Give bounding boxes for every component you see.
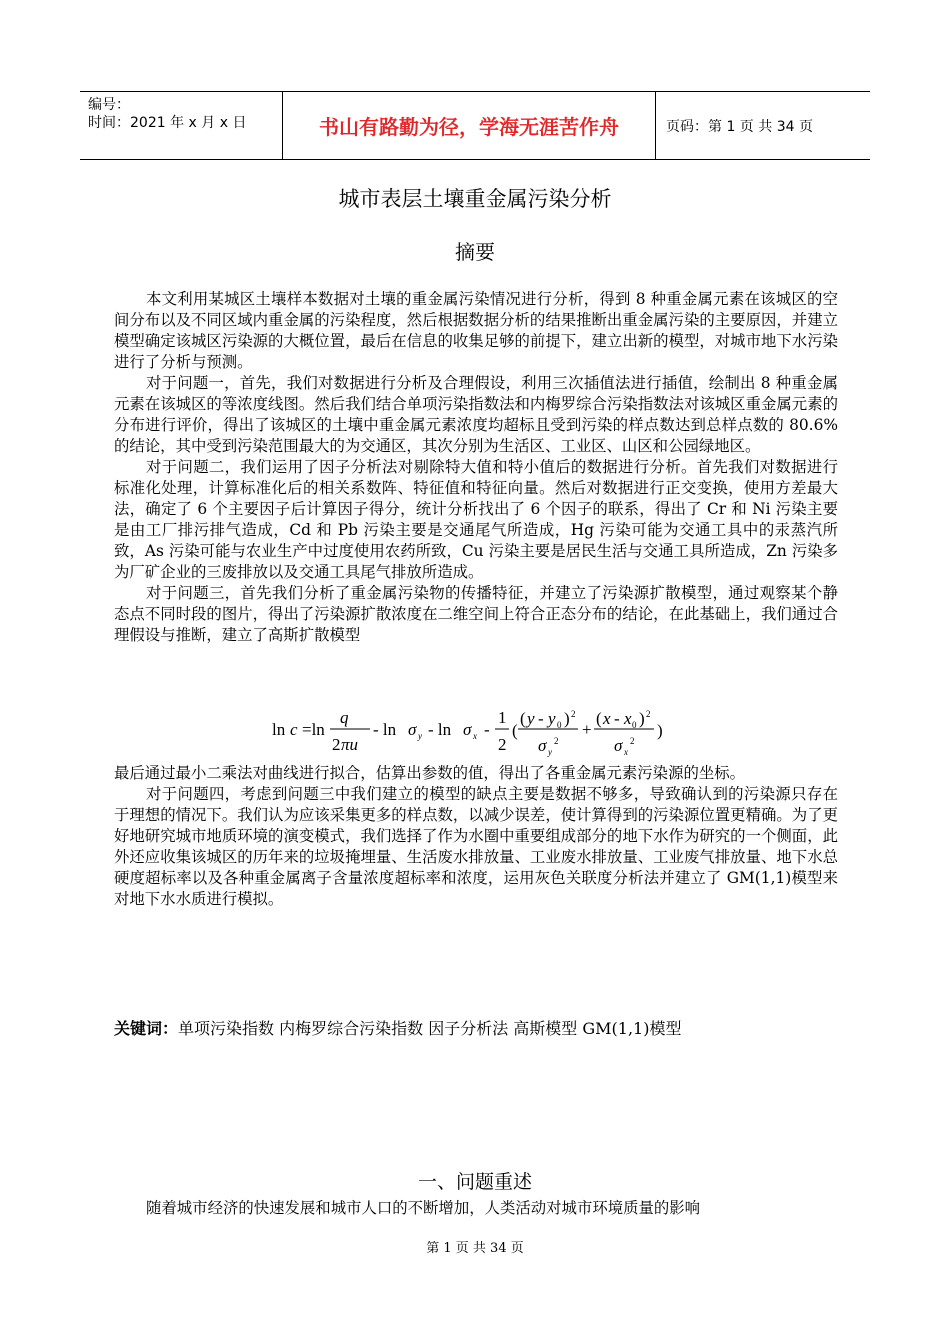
svg-text:0: 0 (632, 720, 637, 730)
svg-text:x: x (473, 731, 477, 741)
svg-text:-: - (484, 720, 490, 739)
svg-text:σ: σ (463, 720, 472, 739)
abstract-paragraph-intro: 本文利用某城区土壤样本数据对土壤的重金属污染情况进行分析，得到 8 种重金属元素在该城区的空间分布以及不同区域内重金属的污染程度，然后根据数据分析的结果推断出重金属污染的主要原因，并建立模型确定该城区污染源的大概位置，最后在信息的收集足够的前提下，建立出新的模型，对城市地下水污染进行了分析与预测。 (114, 290, 838, 371)
keywords-label: 关键词： (114, 1019, 179, 1038)
svg-text:1: 1 (498, 708, 507, 727)
header-time: 时间：2021 年 x 月 x 日 (88, 115, 247, 131)
svg-text:+: + (582, 720, 592, 739)
abstract-paragraph-q2: 对于问题二，我们运用了因子分析法对剔除特大值和特小值后的数据进行分析。首先我们对数据进行标准化处理，计算标准化后的相关系数阵、特征值和特征向量。然后对数据进行正交变换，使用方差最大法，确定了 6 个主要因子后计算因子得分，统计分析找出了 6 个因子的联系，得出了 Cr 和 Ni 污染主要是由工厂排污排气造成，Cd 和 Pb 污染主要是交通尾气所造成，Hg 污染可能为交通工具中的汞蒸汽所致，As 污染可能与农业生产中过度使用农药所致，Cu 污染主要是居民生活与交通工具所造成，Zn 污染多为厂矿企业的三废排放以及交通工具尾气排放所造成。 (114, 458, 838, 581)
svg-text:2: 2 (332, 735, 341, 754)
section-body (114, 1198, 838, 1219)
page-footer: 第 1 页 共 34 页 (426, 1241, 524, 1256)
keywords-line (114, 1016, 681, 1039)
svg-text:σ: σ (614, 736, 623, 755)
svg-text:(: ( (596, 709, 602, 728)
svg-text:2: 2 (630, 736, 635, 746)
section-heading: 一、问题重述 (417, 1171, 532, 1193)
svg-text:2: 2 (646, 709, 651, 719)
svg-text:): ) (657, 721, 663, 740)
svg-text:y: y (548, 709, 556, 728)
abstract-paragraph-q3-cont: 最后通过最小二乘法对曲线进行拟合，估算出参数的值，得出了各重金属元素污染源的坐标。 (114, 764, 746, 782)
header-motto: 书山有路勤为径，学海无涯苦作舟 (282, 92, 656, 159)
svg-text:c: c (290, 720, 298, 739)
document-title: 城市表层土壤重金属污染分析 (338, 187, 612, 211)
abstract-paragraph-q4: 对于问题四，考虑到问题三中我们建立的模型的缺点主要是数据不够多，导致确认到的污染源只存在于理想的情况下。我们认为应该采集更多的样点数，以减少误差，使计算得到的污染源位置更精确。为了更好地研究城市地质环境的演变模式，我们选择了作为水圈中重要组成部分的地下水作为研究的一个侧面，此外还应收集该城区的历年来的垃圾掩埋量、生活废水排放量、工业废水排放量、工业废气排放量、地下水总硬度超标率以及各种重金属离子含量浓度超标率和浓度，运用灰色关联度分析法并建立了 GM(1,1)模型来对地下水水质进行模拟。 (114, 785, 838, 908)
svg-text:x: x (624, 709, 632, 728)
header-meta (80, 92, 282, 159)
svg-text:- ln: - ln (428, 720, 452, 739)
svg-text:y: y (548, 747, 552, 757)
keywords-list: 单项污染指数 内梅罗综合污染指数 因子分析法 高斯模型 GM(1,1)模型 (178, 1019, 682, 1038)
page-header (80, 91, 870, 160)
svg-text:- ln: - ln (373, 720, 397, 739)
svg-text:x: x (603, 709, 611, 728)
svg-text:-: - (614, 709, 620, 728)
svg-text:y: y (418, 731, 422, 741)
svg-text:q: q (340, 708, 349, 727)
svg-text:y: y (527, 709, 535, 728)
svg-text:σ: σ (538, 736, 547, 755)
svg-text:=ln: =ln (302, 720, 325, 739)
svg-text:2: 2 (554, 736, 559, 746)
abstract-body-top (114, 289, 838, 646)
svg-text:-: - (538, 709, 544, 728)
svg-text:): ) (639, 709, 645, 728)
abstract-heading: 摘要 (455, 240, 495, 264)
svg-text:0: 0 (557, 720, 562, 730)
svg-text:): ) (564, 709, 570, 728)
abstract-paragraph-q1: 对于问题一，首先，我们对数据进行分析及合理假设，利用三次插值法进行插值，绘制出 8 种重金属元素在该城区的等浓度线图。然后我们结合单项污染指数法和内梅罗综合污染指数法对该城区重金属元素的分布进行评价，得出了该城区的土壤中重金属元素浓度均超标且受到污染的样点数达到总样点数的 80.6%的结论，其中受到污染范围最大的为交通区，其次分别为生活区、工业区、山区和公园绿地区。 (114, 374, 838, 455)
abstract-body-bottom (114, 763, 838, 910)
svg-text:2: 2 (571, 709, 576, 719)
svg-text:2: 2 (498, 735, 507, 754)
svg-text:(: ( (512, 721, 518, 740)
svg-text:x: x (624, 747, 628, 757)
header-number-label: 编号： (88, 97, 130, 113)
abstract-paragraph-q3: 对于问题三，首先我们分析了重金属污染物的传播特征，并建立了污染源扩散模型，通过观察某个静态点不同时段的图片，得出了污染源扩散浓度在二维空间上符合正态分布的结论，在此基础上，我们通过合理假设与推断，建立了高斯扩散模型 (114, 584, 838, 644)
section-first-line: 随着城市经济的快速发展和城市人口的不断增加，人类活动对城市环境质量的影响 (146, 1199, 701, 1217)
svg-text:πu: πu (341, 735, 359, 754)
svg-text:ln: ln (272, 720, 286, 739)
svg-text:(: ( (520, 709, 526, 728)
header-page-info: 页码：第 1 页 共 34 页 (666, 118, 813, 135)
svg-text:σ: σ (408, 720, 417, 739)
gaussian-formula (272, 708, 692, 760)
